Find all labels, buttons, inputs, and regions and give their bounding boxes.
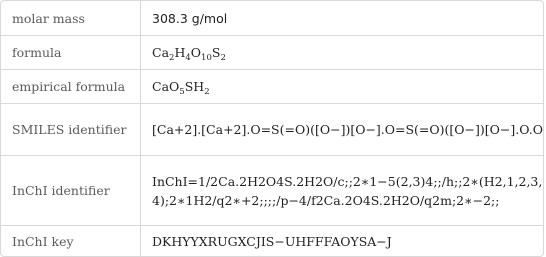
row-label: molar mass: [1, 1, 141, 35]
inchi-key-value: DKHYYXRUGXCJIS−UHFFFAOYSA−J: [141, 225, 543, 256]
formula-value: $Ca_2H_4O_{10}S_2$: [141, 35, 543, 69]
empirical-formula-value: $CaO_5SH_2$: [141, 69, 543, 103]
row-label: empirical formula: [1, 69, 141, 103]
smiles-value: [Ca+2].[Ca+2].O=S(=O)([O−])[O−].O=S(=O)([O−])[O−].O.O: [141, 103, 543, 155]
table-row: [1, 103, 543, 155]
table-row: [1, 1, 543, 35]
row-label: InChI identifier: [1, 155, 141, 225]
table-row: [1, 225, 543, 256]
table-row: [1, 69, 543, 103]
table-row: [1, 155, 543, 225]
row-label: SMILES identifier: [1, 103, 141, 155]
row-label: InChI key: [1, 225, 141, 256]
molar-mass-value: 308.3 g/mol: [152, 10, 228, 26]
inchi-value: InChI=1/2Ca.2H2O4S.2H2O/c;;2∗1−5(2,3)4;;/h;;2∗(H2,1,2,3,4);2∗1H2/q2∗+2;;;;/p−4/f2Ca.2O4S.2H2O/q2m;2∗−2;;: [141, 155, 543, 225]
table-row: [1, 35, 543, 69]
row-label: formula: [1, 35, 141, 69]
